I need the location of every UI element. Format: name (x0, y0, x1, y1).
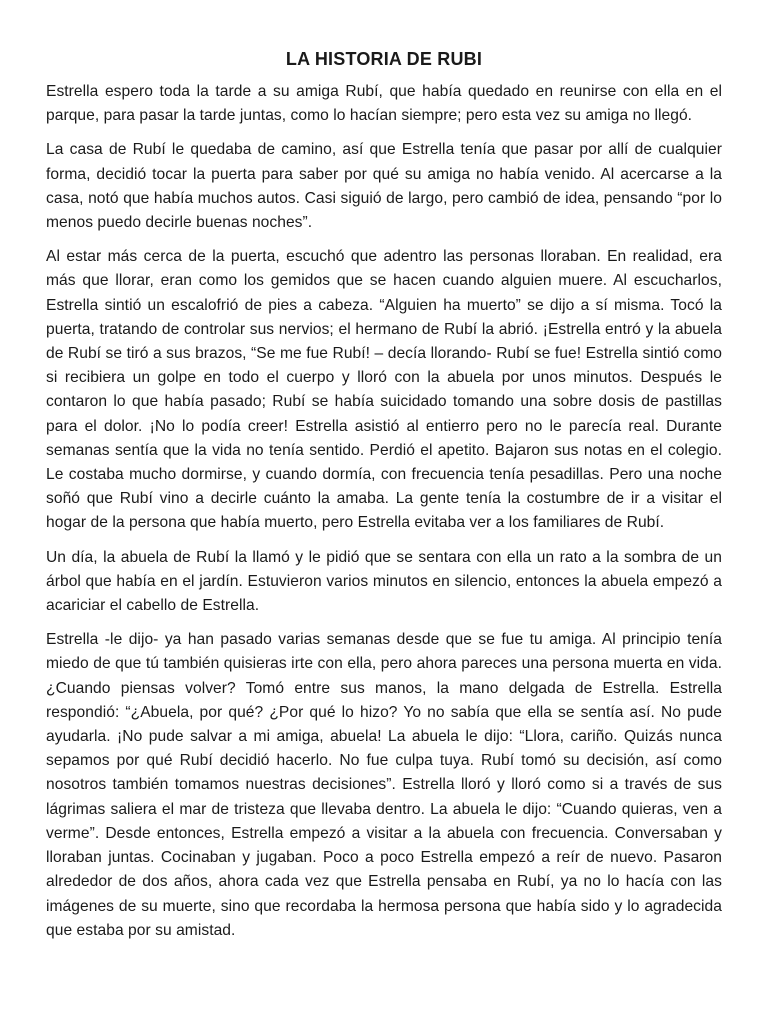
paragraph: La casa de Rubí le quedaba de camino, así que Estrella tenía que pasar por allí de cualquier forma, decidió tocar la puerta para saber por qué su amiga no había venido. Al acercarse a la casa, notó que había muchos autos. Casi siguió de largo, pero cambió de idea, pensando “por lo menos puedo decirle buenas noches”. (46, 141, 722, 232)
document-page (46, 46, 722, 953)
paragraph: Al estar más cerca de la puerta, escuchó que adentro las personas lloraban. En realidad, era más que llorar, eran como los gemidos que se hacen cuando alguien muere. Al escucharlos, Estrella sintió un escalofrió de pies a cabeza. “Alguien ha muerto” se dijo a sí misma. Tocó la puerta, tratando de controlar sus nervios; el hermano de Rubí la abrió. ¡Estrella entró y la abuela de Rubí se tiró a sus brazos, “Se me fue Rubí! – decía llorando- Rubí se fue! Estrella sintió como si recibiera un golpe en todo el cuerpo y lloró con la abuela por unos minutos. Después le contaron lo que había pasado; Rubí se había suicidado tomando una sobre dosis de pastillas para el dolor. ¡No lo podía creer! Estrella asistió al entierro pero no le parecía real. Durante semanas sentía que la vida no tenía sentido. Perdió el apetito. Bajaron sus notas en el colegio. Le costaba mucho dormirse, y cuando dormía, con frecuencia tenía pesadillas. Pero una noche soñó que Rubí vino a decirle cuánto la amaba. La gente tenía la costumbre de ir a visitar el hogar de la persona que había muerto, pero Estrella evitaba ver a los familiares de Rubí. (46, 248, 722, 532)
document-title: LA HISTORIA DE RUBI (285, 49, 483, 69)
paragraph: Estrella espero toda la tarde a su amiga Rubí, que había quedado en reunirse con ella en el parque, para pasar la tarde juntas, como lo hacían siempre; pero esta vez su amiga no llegó. (46, 83, 722, 125)
paragraph: Estrella -le dijo- ya han pasado varias semanas desde que se fue tu amiga. Al principio tenía miedo de que tú también quisieras irte con ella, pero ahora pareces una persona muerta en vida. ¿Cuando piensas volver? Tomó entre sus manos, la mano delgada de Estrella. Estrella respondió: “¿Abuela, por qué? ¿Por qué lo hizo? Yo no sabía que ella se sentía así. No pude ayudarla. ¡No pude salvar a mi amiga, abuela! La abuela le dijo: “Llora, cariño. Quizás nunca sepamos por qué Rubí decidió hacerlo. No fue culpa tuya. Rubí tomó su decisión, así como nosotros también tomamos nuestras decisiones”. Estrella lloró y lloró como si a través de sus lágrimas saliera el mar de tristeza que llevaba dentro. La abuela le dijo: “Cuando quieras, ven a verme”. Desde entonces, Estrella empezó a visitar a la abuela con frecuencia. Conversaban y lloraban juntas. Cocinaban y jugaban. Poco a poco Estrella empezó a reír de nuevo. Pasaron alrededor de dos años, ahora cada vez que Estrella pensaba en Rubí, ya no lo hacía con las imágenes de su muerte, sino que recordaba la hermosa persona que había sido y lo agradecida que estaba por su amistad. (46, 631, 722, 939)
paragraph: Un día, la abuela de Rubí la llamó y le pidió que se sentara con ella un rato a la sombra de un árbol que había en el jardín. Estuvieron varios minutos en silencio, entonces la abuela empezó a acariciar el cabello de Estrella. (46, 548, 722, 615)
